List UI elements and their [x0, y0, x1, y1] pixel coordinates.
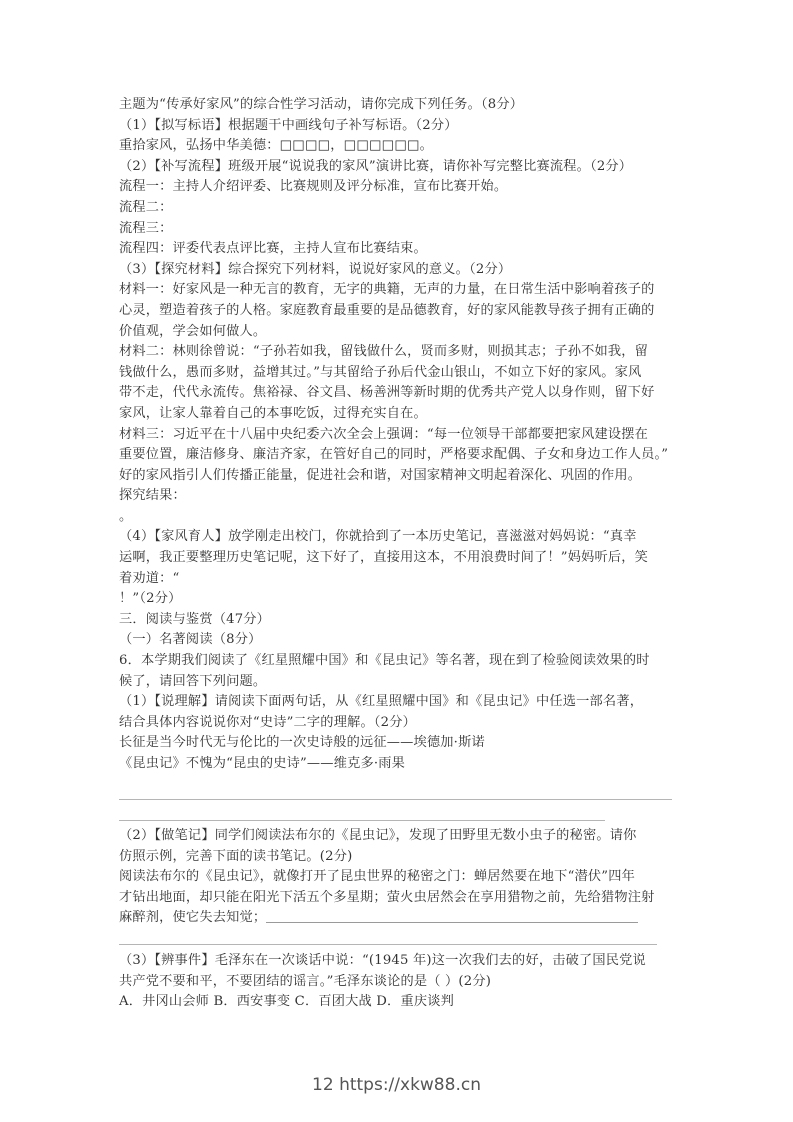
exam-page [119, 95, 675, 775]
material-line: 重要位置，廉洁修身、廉洁齐家，在管好自己的同时，严格要求配偶、子女和身边工作人员。” [119, 447, 669, 463]
answer-line-1 [119, 799, 672, 800]
question-1-title: （1）【拟写标语】根据题干中画线句子补写标语。（2分） [119, 117, 458, 133]
answer-blank [266, 908, 638, 923]
flow-step-3: 流程三： [119, 220, 173, 236]
inquiry-result-label: 探究结果： [119, 488, 186, 504]
material-line: 家风，让家人靠着自己的本事吃饭，过得充实自在。 [119, 405, 427, 421]
page-footer: 12 https://xkw88.cn [312, 1075, 481, 1095]
question-4-line: ！”（2分） [119, 591, 182, 607]
material-line: 心灵，塑造着孩子的人格。家庭教育最重要的是品德教育，好的家风能教导孩子拥有正确的 [119, 302, 655, 318]
question-4-line: 着劝道：“ [119, 570, 180, 586]
question-6-2-line: 阅读法布尔的《昆虫记》，就像打开了昆虫世界的秘密之门：蝉居然要在地下“潜伏”四年 [119, 869, 636, 885]
material-line: 钱做什么，愚而多财，益增其过。”与其留给子孙后代金山银山，不如立下好的家风。家风 [119, 364, 642, 380]
question-4-line: （4）【家风育人】放学刚走出校门，你就拾到了一本历史笔记，喜滋滋对妈妈说：“真幸 [119, 529, 637, 545]
material-line: 带不走，代代永流传。焦裕禄、谷文昌、杨善洲等新时期的优秀共产党人以身作则，留下好 [119, 385, 655, 401]
flow-step-4: 流程四：评委代表点评比赛，主持人宣布比赛结束。 [119, 241, 427, 257]
exam-page-lower [119, 826, 675, 929]
material-line: 好的家风指引人们传播正能量，促进社会和谐，对国家精神文明起着深化、巩固的作用。 [119, 467, 642, 483]
question-6-3-options: A．井冈山会师 B．西安事变 C．百团大战 D．重庆谈判 [119, 994, 454, 1010]
answer-line-3 [119, 944, 657, 945]
material-line: 材料三：习近平在十八届中央纪委六次全会上强调：“每一位领导干部都要把家风建设摆在 [119, 426, 649, 442]
question-6-2-line: 才钻出地面，却只能在阳光下活五个多星期；萤火虫居然会在享用猎物之前，先给猎物注射 [119, 889, 655, 905]
question-6-1-line: 结合具体内容说说你对“史诗”二字的理解。（2分） [119, 714, 417, 730]
material-line: 价值观，学会如何做人。 [119, 323, 267, 339]
section-3-title: 三．阅读与鉴赏（47分） [119, 611, 271, 627]
question-6-line: 6．本学期我们阅读了《红星照耀中国》和《昆虫记》等名著，现在到了检验阅读效果的时 [119, 653, 650, 669]
flow-step-2: 流程二： [119, 199, 173, 215]
question-6-2-line: 仿照示例，完善下面的读书笔记。(2分) [119, 848, 353, 864]
question-2-title: （2）【补写流程】班级开展“说说我的家风”演讲比赛，请你补写完整比赛流程。（2分） [119, 158, 633, 174]
question-6-2-last-line [119, 908, 675, 929]
question-6-2-last-text: 麻醉剂，使它失去知觉； [119, 910, 267, 926]
exam-page-bottom [119, 951, 675, 1013]
question-6-line: 候了，请回答下列问题。 [119, 673, 267, 689]
question-1-slogan: 重拾家风，弘扬中华美德：□□□□，□□□□□□。 [119, 138, 434, 154]
flow-step-1: 流程一：主持人介绍评委、比赛规则及评分标准，宣布比赛开始。 [119, 179, 508, 195]
question-6-3-line: 共产党不要和平，不要团结的谣言。”毛泽东谈论的是（ ）(2分) [119, 973, 492, 989]
section-intro: 主题为“传承好家风”的综合性学习活动，请你完成下列任务。（8分） [119, 97, 524, 112]
quote-snow: 长征是当今时代无与伦比的一次史诗般的远征——埃德加·斯诺 [119, 735, 485, 751]
question-4-line: 运啊，我正要整理历史笔记呢，这下好了，直接用这本，不用浪费时间了！”妈妈听后，笑 [119, 550, 649, 566]
inquiry-result-blank: 。 [119, 508, 133, 524]
question-6-3-line: （3）【辨事件】毛泽东在一次谈话中说：“(1945 年)这一次我们去的好，击破了国民党说 [119, 953, 646, 968]
quote-hugo: 《昆虫记》不愧为“昆虫的史诗”——维克多·雨果 [119, 756, 406, 771]
question-6-1-line: （1）【说理解】请阅读下面两句话，从《红星照耀中国》和《昆虫记》中任选一部名著， [119, 694, 644, 710]
subsection-1-title: （一）名著阅读（8分） [119, 632, 262, 648]
question-6-2-line: （2）【做笔记】同学们阅读法布尔的《昆虫记》，发现了田野里无数小虫子的秘密。请你 [119, 828, 637, 843]
material-line: 材料一：好家风是一种无言的教育，无字的典籍，无声的力量，在日常生活中影响着孩子的 [119, 282, 655, 298]
question-3-title: （3）【探究材料】综合探究下列材料，说说好家风的意义。（2分） [119, 261, 512, 277]
material-line: 材料二：林则徐曾说：“子孙若如我，留钱做什么，贤而多财，则损其志；子孙不如我，留 [119, 344, 649, 360]
answer-line-2 [119, 820, 605, 821]
